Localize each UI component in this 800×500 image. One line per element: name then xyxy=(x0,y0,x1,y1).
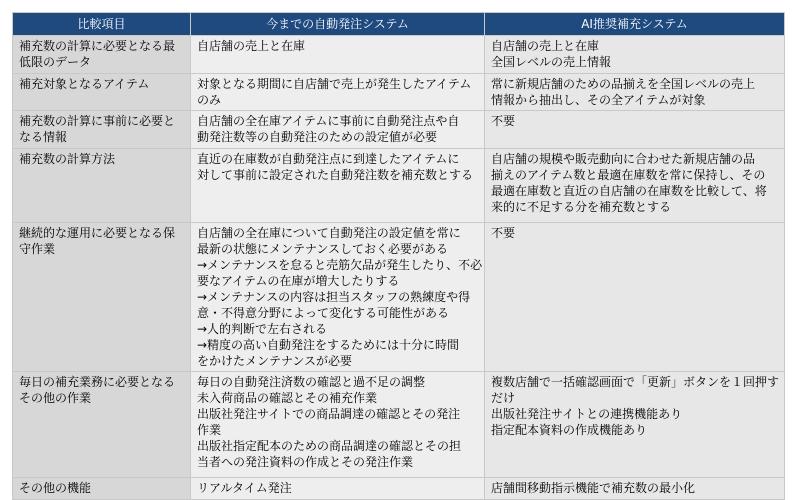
cell-text-line: 自店舗の全在庫について自動発注の設定値を常に xyxy=(197,226,461,240)
legacy-system-cell xyxy=(191,478,485,500)
table-row xyxy=(13,111,785,149)
cell-text-line: 毎日の自動発注済数の確認と過不足の調整 xyxy=(197,375,426,389)
table-row xyxy=(13,149,785,223)
cell-text-line: その他の作業 xyxy=(19,391,92,405)
cell-text-line: 最新の状態にメンテナンスしておく必要がある xyxy=(197,242,449,256)
cell-text-line: 来的に不足する分を補充数とする xyxy=(491,200,672,214)
comparison-item-cell xyxy=(13,36,191,74)
table-row xyxy=(13,36,785,74)
cell-text-line: 低限のデータ xyxy=(19,55,92,69)
comparison-item-cell xyxy=(13,372,191,478)
cell-text-line: リアルタイム発注 xyxy=(197,481,292,495)
comparison-item-cell xyxy=(13,478,191,500)
cell-text-line: 補充数の計算に事前に必要と xyxy=(19,114,176,128)
cell-text-line: →精度の高い自動発注をするためには十分に時間 xyxy=(197,338,460,352)
cell-text-line: 補充数の計算に必要となる最 xyxy=(19,39,176,53)
cell-text-line: 意・不得意分野によって変化する可能性がある xyxy=(197,306,450,320)
cell-text-line: 当者への発注資料の作成とその発注作業 xyxy=(197,455,414,469)
cell-text-line: だけ xyxy=(491,391,516,405)
cell-text-line: 店舗間移動指示機能で補充数の最小化 xyxy=(491,481,696,495)
ai-system-cell xyxy=(485,36,785,74)
ai-system-cell xyxy=(485,74,785,111)
table-row xyxy=(13,372,785,478)
comparison-item-cell xyxy=(13,223,191,372)
legacy-system-cell xyxy=(191,74,485,111)
cell-text-line: 出版社発注サイトでの商品調達の確認とその発注 xyxy=(197,407,461,421)
table-row xyxy=(13,223,785,372)
cell-text-line: 要なアイテムの在庫が増大したりする xyxy=(197,274,400,288)
legacy-system-cell xyxy=(191,149,485,223)
cell-text-line: なる情報 xyxy=(19,130,68,144)
ai-system-cell xyxy=(485,372,785,478)
cell-text-line: 不要 xyxy=(491,114,516,128)
cell-text-line: 補充数の計算方法 xyxy=(19,152,116,166)
legacy-system-cell xyxy=(191,111,485,149)
comparison-item-cell xyxy=(13,149,191,223)
cell-text-line: をかけたメンテナンスが必要 xyxy=(197,354,353,368)
cell-text-line: →メンテナンスの内容は担当スタッフの熟練度や得 xyxy=(197,290,471,304)
table-row xyxy=(13,478,785,500)
cell-text-line: 出版社指定配本のための商品調達の確認とその担 xyxy=(197,439,462,453)
legacy-system-cell xyxy=(191,223,485,372)
cell-text-line: 直近の在庫数が自動発注点に到達したアイテムに xyxy=(197,152,460,166)
cell-text-line: 作業 xyxy=(197,423,222,437)
cell-text-line: →人的判断で左右される xyxy=(197,322,328,336)
cell-text-line: 全国レベルの売上情報 xyxy=(491,55,612,69)
cell-text-line: 未入荷商品の確認とその補充作業 xyxy=(197,391,378,405)
cell-text-line: 自店舗の売上と在庫 xyxy=(197,39,306,53)
cell-text-line: 情報から抽出し、その全アイテムが対象 xyxy=(491,93,706,107)
cell-text-line: 揃えのアイテム数と最適在庫数を常に保持し、その xyxy=(491,168,766,182)
cell-text-line: 毎日の補充業務に必要となる xyxy=(19,375,176,389)
cell-text-line: 指定配本資料の作成機能あり xyxy=(491,423,648,437)
cell-text-line: 対して事前に設定された自動発注数を補充数とする xyxy=(197,168,474,182)
legacy-system-cell xyxy=(191,36,485,74)
ai-system-cell xyxy=(485,223,785,372)
table-row xyxy=(13,74,785,111)
cell-text-line: 対象となる期間に自店舗で売上が発生したアイテム xyxy=(197,77,472,91)
cell-text-line: 自店舗の全在庫アイテムに事前に自動発注点や自 xyxy=(197,114,460,128)
cell-text-line: 不要 xyxy=(491,226,516,240)
cell-text-line: 自店舗の規模や販売動向に合わせた新規店舗の品 xyxy=(491,152,756,166)
cell-text-line: 複数店舗で一括確認画面で「更新」ボタンを１回押す xyxy=(491,375,780,389)
comparison-item-cell xyxy=(13,74,191,111)
cell-text-line: のみ xyxy=(197,93,222,107)
cell-text-line: 守作業 xyxy=(19,242,56,256)
cell-text-line: 出版社発注サイトとの連携機能あり xyxy=(491,407,683,421)
header-legacy-system: 今までの自動発注システム xyxy=(191,13,485,36)
header-item: 比較項目 xyxy=(13,13,191,36)
header-row xyxy=(13,13,785,36)
cell-text-line: →メンテナンスを怠ると売筋欠品が発生したり、不必 xyxy=(197,258,483,272)
ai-system-cell xyxy=(485,111,785,149)
legacy-system-cell xyxy=(191,372,485,478)
cell-text-line: 最適在庫数と直近の自店舗の在庫数を比較して、将 xyxy=(491,184,767,198)
cell-text-line: その他の機能 xyxy=(19,481,92,495)
cell-text-line: 補充対象となるアイテム xyxy=(19,77,150,91)
cell-text-line: 常に新規店舗のための品揃えを全国レベルの売上 xyxy=(491,77,756,91)
ai-system-cell xyxy=(485,478,785,500)
ai-system-cell xyxy=(485,149,785,223)
header-ai-system: AI推奨補充システム xyxy=(485,13,785,36)
cell-text-line: 動発注数等の自動発注のための設定値が必要 xyxy=(197,130,438,144)
cell-text-line: 自店舗の売上と在庫 xyxy=(491,39,600,53)
comparison-item-cell xyxy=(13,111,191,149)
comparison-table xyxy=(12,12,785,500)
cell-text-line: 継続的な運用に必要となる保 xyxy=(19,226,176,240)
